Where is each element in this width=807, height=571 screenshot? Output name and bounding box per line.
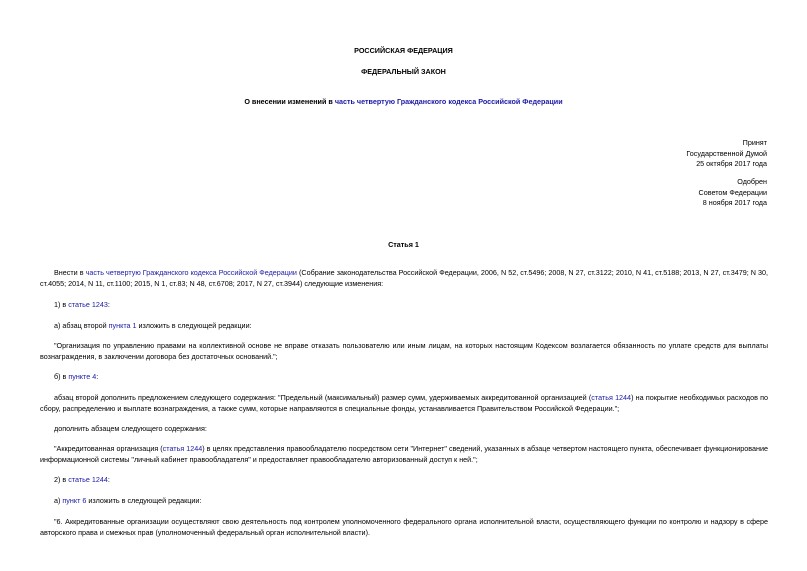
law-title-prefix: О внесении изменений в (244, 97, 335, 106)
quote-2-rest: ) в целях представления правообладателю посредством сети "Интернет" сведений, указанных в абзаце четвертом настоящего пункта, обеспечивает функционирование информационной системы "личный кабинет правообладателя" и предоставляет правообладателю авторизованный доступ к ней."; (40, 444, 768, 464)
approval-line-3: 8 ноября 2017 года (702, 198, 767, 207)
item-1b-suffix: : (96, 372, 99, 381)
item-1 (40, 300, 768, 311)
quote-2 (40, 444, 768, 465)
law-title (0, 97, 807, 108)
point-6-link[interactable]: пункт 6 (62, 496, 87, 505)
approval-line-2: Советом Федерации (698, 187, 767, 197)
point-4-link[interactable]: пункте 4 (68, 372, 97, 381)
paragraph-3: дополнить абзацем следующего содержания: (54, 424, 207, 433)
article-1244-link-c[interactable]: статье 1244 (68, 475, 108, 484)
item-1a-suffix: изложить в следующей редакции: (136, 321, 252, 330)
item-2a-prefix: а) (54, 496, 63, 505)
item-1-suffix: : (107, 300, 110, 309)
item-2 (40, 475, 768, 486)
adoption-line-3: 25 октября 2017 года (696, 159, 767, 168)
item-2-suffix: : (107, 475, 110, 484)
article-1244-link-a[interactable]: статья 1244 (591, 393, 632, 402)
intro-prefix: Внести в (54, 268, 86, 277)
item-1-prefix: 1) в (54, 300, 69, 309)
paragraph-2-rest: ) на покрытие необходимых расходов по сбору, распределению и выплате вознаграждения, а также сумм, которые направляются в специальные фонды, устанавливается Правительством Российской Федерации."; (40, 393, 768, 413)
intro-civil-code-link[interactable]: часть четвертую Гражданского кодекса Российской Федерации (85, 268, 297, 277)
country-heading: РОССИЙСКАЯ ФЕДЕРАЦИЯ (354, 46, 453, 55)
adoption-line-2: Государственной Думой (686, 148, 767, 158)
item-2a-suffix: изложить в следующей редакции: (86, 496, 202, 505)
point-1-link[interactable]: пункта 1 (108, 321, 137, 330)
article-intro (40, 268, 768, 289)
paragraph-2 (40, 393, 768, 414)
article-1244-link-b[interactable]: статья 1244 (162, 444, 203, 453)
quote-3: "6. Аккредитованные организации осуществляют свою деятельность под контролем уполномоченного федерального органа исполнительной власти, осуществляющего функции по контролю и надзору в сфере авторского права и смежных прав (уполномоченный федеральный орган исполнительной власти). (40, 517, 768, 537)
item-1a (40, 321, 768, 332)
intro-rest: (Собрание законодательства Российской Федерации, 2006, N 52, ст.5496; 2008, N 27, ст.3122; 2010, N 41, ст.5188; 2013, N 27, ст.3479; N 30, ст.4055; 2014, N 11, ст.1100; 2015, N 1, ст.83; N 48, ст.6708; 2017, N 27, ст.3944) следующие изменения: (40, 268, 768, 288)
article-1243-link[interactable]: статье 1243 (68, 300, 108, 309)
adoption-line-1: Принят (742, 138, 767, 147)
quote-2-prefix: "Аккредитованная организация ( (54, 444, 163, 453)
approval-block (699, 177, 767, 209)
quote-1: "Организация по управлению правами на коллективной основе не вправе отказать пользователю или иным лицам, на которых настоящим Кодексом возлагается обязанность по уплате средств для выплаты вознаграждения, в заключении договора без достаточных оснований."; (40, 341, 768, 361)
adoption-block (686, 138, 767, 170)
approval-line-1: Одобрен (737, 177, 767, 186)
item-2a (40, 496, 768, 507)
civil-code-part4-link[interactable]: часть четвертую Гражданского кодекса Российской Федерации (334, 97, 563, 106)
paragraph-2-prefix: абзац второй дополнить предложением следующего содержания: "Предельный (максимальный) размер сумм, удерживаемых аккредитованной организацией ( (54, 393, 592, 402)
law-type-heading: ФЕДЕРАЛЬНЫЙ ЗАКОН (361, 67, 446, 76)
item-1b (40, 372, 768, 383)
item-1b-prefix: б) в (54, 372, 69, 381)
item-2-prefix: 2) в (54, 475, 69, 484)
item-1a-prefix: а) абзац второй (54, 321, 109, 330)
article-heading: Статья 1 (388, 240, 419, 249)
